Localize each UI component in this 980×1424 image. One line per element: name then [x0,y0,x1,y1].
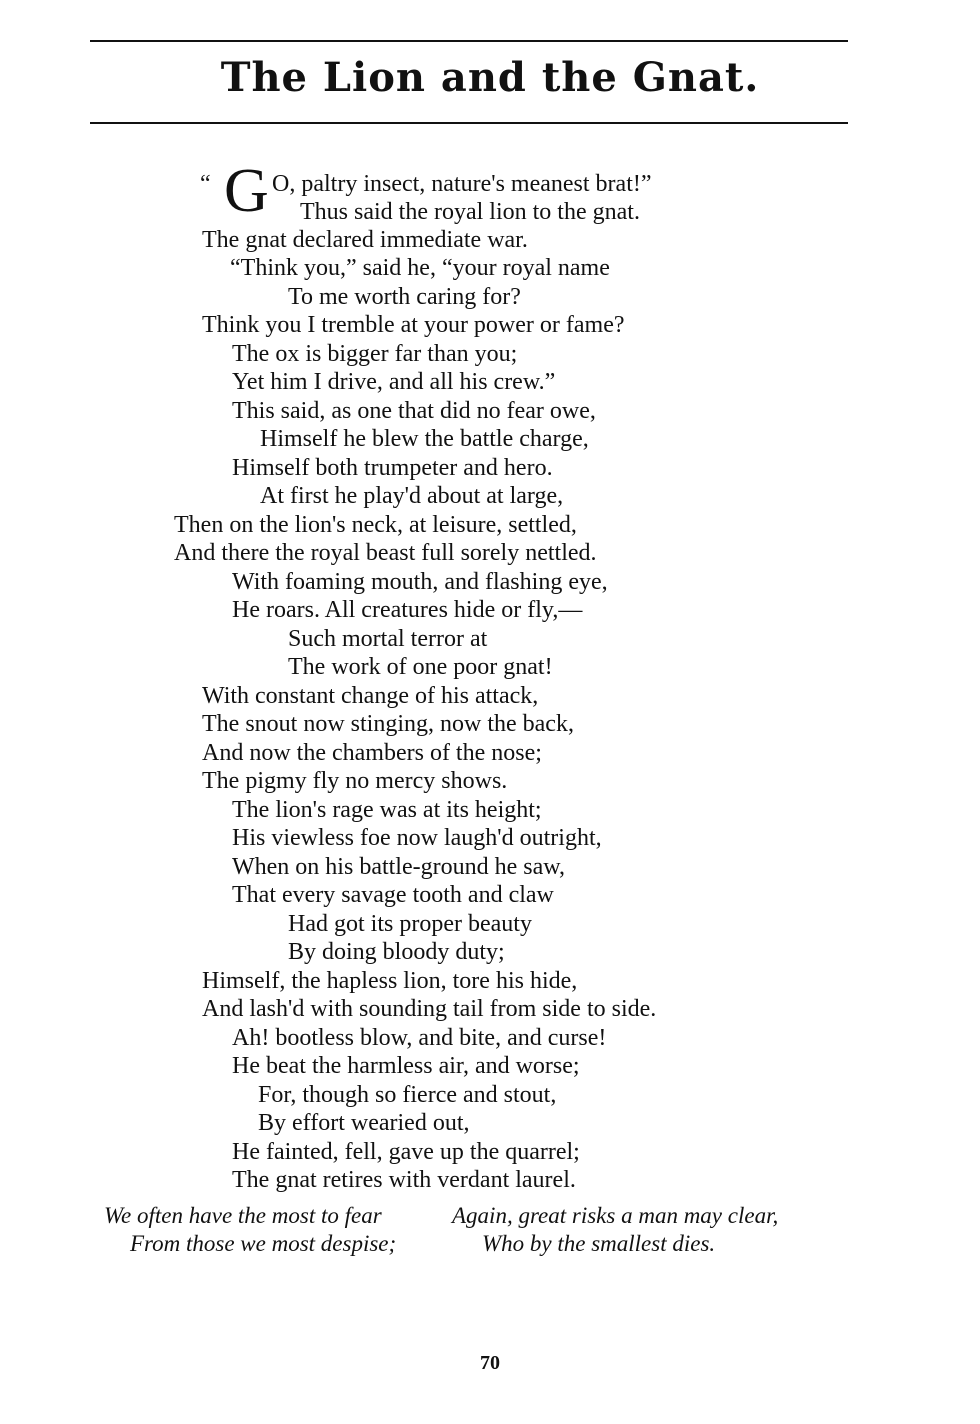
poem-line: The work of one poor gnat! [288,654,553,680]
poem-line: For, though so fierce and stout, [258,1082,557,1108]
poem-line: He fainted, fell, gave up the quarrel; [232,1139,580,1165]
poem-line: His viewless foe now laugh'd outright, [232,825,602,851]
opening-quote: “ [200,171,211,197]
poem-line: The pigmy fly no mercy shows. [202,768,508,794]
poem-line: That every savage tooth and claw [232,882,554,908]
page-number: 70 [480,1352,500,1374]
poem-line: And lash'd with sounding tail from side to side. [202,996,657,1022]
poem-line: The snout now stinging, now the back, [202,711,574,737]
moral-left-line-2: From those we most despise; [130,1231,397,1256]
poem-line: This said, as one that did no fear owe, [232,398,596,424]
poem-line: The lion's rage was at its height; [232,797,542,823]
poem-line: Himself both trumpeter and hero. [232,455,553,481]
poem-line: Thus said the royal lion to the gnat. [300,199,640,225]
poem-line: With foaming mouth, and flashing eye, [232,569,608,595]
poem-line: By doing bloody duty; [288,939,505,965]
moral-left-line-1: We often have the most to fear [104,1203,382,1228]
poem-line: Think you I tremble at your power or fame? [202,312,625,338]
poem-line: He roars. All creatures hide or fly,— [232,597,583,623]
poem-line: The gnat declared immediate war. [202,227,528,253]
poem-line: O, paltry insect, nature's meanest brat!” [272,171,652,197]
poem-line: And now the chambers of the nose; [202,740,542,766]
poem-line: The ox is bigger far than you; [232,341,518,367]
poem-line: Had got its proper beauty [288,911,532,937]
drop-cap: G [224,157,269,225]
poem-line: Himself, the hapless lion, tore his hide, [202,968,578,994]
moral-right-line-2: Who by the smallest dies. [482,1231,716,1256]
poem-line: Himself he blew the battle charge, [260,426,589,452]
poem-line: He beat the harmless air, and worse; [232,1053,580,1079]
poem-line: And there the royal beast full sorely nettled. [174,540,597,566]
moral-right-line-1: Again, great risks a man may clear, [452,1203,779,1228]
page-title: The Lion and the Gnat. [220,54,760,101]
poem-line: “Think you,” said he, “your royal name [230,255,610,281]
poem-line: With constant change of his attack, [202,683,539,709]
poem-line: Such mortal terror at [288,626,488,652]
poem-line: By effort wearied out, [258,1110,470,1136]
poem-line: At first he play'd about at large, [260,483,564,509]
poem-line: Then on the lion's neck, at leisure, settled, [174,512,577,538]
poem-line: Yet him I drive, and all his crew.” [232,369,556,395]
poem-line: When on his battle-ground he saw, [232,854,566,880]
poem-line: The gnat retires with verdant laurel. [232,1167,576,1193]
poem-line: Ah! bootless blow, and bite, and curse! [232,1025,607,1051]
poem-line: To me worth caring for? [288,284,521,310]
